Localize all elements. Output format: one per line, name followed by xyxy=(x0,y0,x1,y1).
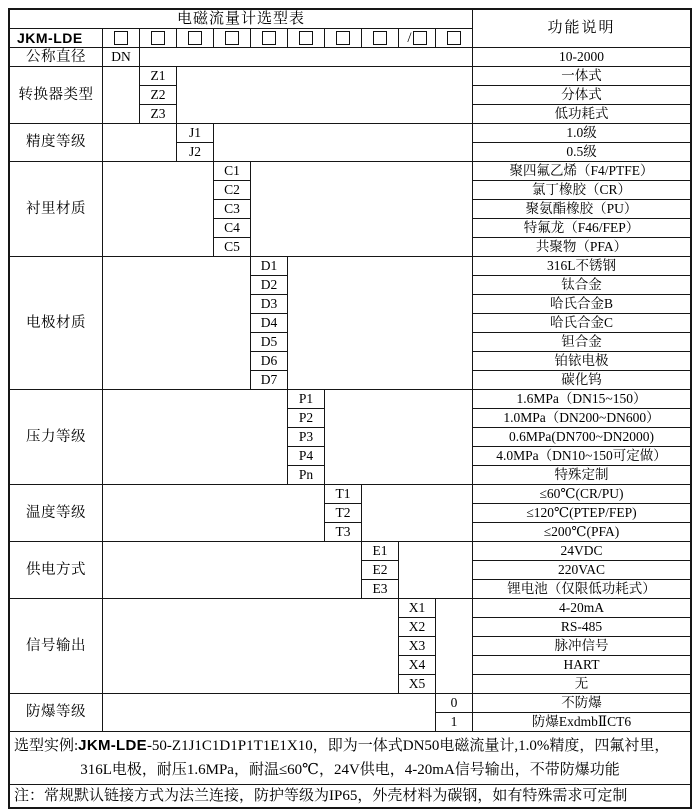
code-cell: E2 xyxy=(362,561,398,579)
code-cell: E1 xyxy=(362,542,398,560)
empty-cell xyxy=(140,48,472,66)
checkbox-icon xyxy=(299,31,313,45)
description-cell: 24VDC xyxy=(473,542,690,560)
code-cell: D7 xyxy=(251,371,287,389)
empty-cell xyxy=(103,162,213,256)
code-cell: P1 xyxy=(288,390,324,408)
example-line-1 xyxy=(14,734,686,758)
checkbox-cell xyxy=(436,29,472,47)
code-cell: T1 xyxy=(325,485,361,503)
code-cell: C4 xyxy=(214,219,250,237)
description-cell: 4.0MPa（DN10~150可定做） xyxy=(473,447,690,465)
code-cell: X5 xyxy=(399,675,435,693)
checkbox-cell xyxy=(325,29,361,47)
checkbox-icon xyxy=(262,31,276,45)
code-cell: Z3 xyxy=(140,105,176,123)
empty-cell xyxy=(214,124,472,161)
code-cell: D1 xyxy=(251,257,287,275)
description-cell: HART xyxy=(473,656,690,674)
description-cell: 1.6MPa（DN15~150） xyxy=(473,390,690,408)
description-cell: 1.0MPa（DN200~DN600） xyxy=(473,409,690,427)
checkbox-cell xyxy=(288,29,324,47)
description-cell: 聚氨酯橡胶（PU） xyxy=(473,200,690,218)
example-prefix: 选型实例: xyxy=(14,738,79,754)
description-cell: 哈氏合金B xyxy=(473,295,690,313)
code-cell: C2 xyxy=(214,181,250,199)
code-cell: 1 xyxy=(436,713,472,731)
category-label: 供电方式 xyxy=(10,542,102,598)
checkbox-icon xyxy=(336,31,350,45)
description-cell: 共聚物（PFA） xyxy=(473,238,690,256)
code-cell: DN xyxy=(103,48,139,66)
checkbox-icon xyxy=(225,31,239,45)
example-code-rest: -50-Z1J1C1D1P1T1E1X10，即为一体式DN50电磁流量计,1.0%精度，四氟衬里， xyxy=(146,738,670,754)
empty-cell xyxy=(103,257,250,389)
slash-mark: / xyxy=(407,29,412,46)
checkbox-cell xyxy=(140,29,176,47)
code-cell: D2 xyxy=(251,276,287,294)
checkbox-icon xyxy=(188,31,202,45)
description-cell: 特氟龙（F46/FEP） xyxy=(473,219,690,237)
empty-cell xyxy=(103,485,324,541)
description-cell: 脉冲信号 xyxy=(473,637,690,655)
checkbox-icon xyxy=(114,31,128,45)
model-prefix: JKM-LDE xyxy=(10,29,102,47)
description-cell: 聚四氟乙烯（F4/PTFE） xyxy=(473,162,690,180)
empty-cell xyxy=(103,67,139,123)
empty-cell xyxy=(103,599,398,693)
category-label: 信号输出 xyxy=(10,599,102,693)
description-cell: 4-20mA xyxy=(473,599,690,617)
code-cell: T2 xyxy=(325,504,361,522)
description-cell: 氯丁橡胶（CR） xyxy=(473,181,690,199)
description-cell: 锂电池（仅限低功耗式） xyxy=(473,580,690,598)
checkbox-cell xyxy=(399,29,435,47)
description-cell: RS-485 xyxy=(473,618,690,636)
description-cell: 0.5级 xyxy=(473,143,690,161)
code-cell: Z2 xyxy=(140,86,176,104)
function-description-header: 功能说明 xyxy=(473,10,690,47)
code-cell: D6 xyxy=(251,352,287,370)
code-cell: T3 xyxy=(325,523,361,541)
description-cell: 一体式 xyxy=(473,67,690,85)
checkbox-cell xyxy=(362,29,398,47)
description-cell: 钛合金 xyxy=(473,276,690,294)
code-cell: D5 xyxy=(251,333,287,351)
checkbox-cell xyxy=(214,29,250,47)
empty-cell xyxy=(399,542,472,598)
checkbox-cell xyxy=(177,29,213,47)
category-label: 公称直径 xyxy=(10,48,102,66)
empty-cell xyxy=(362,485,472,541)
code-cell: Pn xyxy=(288,466,324,484)
description-cell: 不防爆 xyxy=(473,694,690,712)
category-label: 转换器类型 xyxy=(10,67,102,123)
empty-cell xyxy=(103,542,361,598)
empty-cell xyxy=(103,124,176,161)
example-line-2: 316L电极，耐压1.6MPa，耐温≤60℃，24V供电，4-20mA信号输出，不带防爆功能 xyxy=(80,762,620,778)
checkbox-icon xyxy=(151,31,165,45)
description-cell: 无 xyxy=(473,675,690,693)
category-label: 精度等级 xyxy=(10,124,102,161)
checkbox-cell xyxy=(103,29,139,47)
example-model-code: JKM-LDE xyxy=(78,737,147,754)
table-title: 电磁流量计选型表 xyxy=(10,10,472,28)
description-cell: 低功耗式 xyxy=(473,105,690,123)
checkbox-icon xyxy=(447,31,461,45)
description-cell: 哈氏合金C xyxy=(473,314,690,332)
category-label: 压力等级 xyxy=(10,390,102,484)
code-cell: P3 xyxy=(288,428,324,446)
empty-cell xyxy=(177,67,472,123)
code-cell: E3 xyxy=(362,580,398,598)
empty-cell xyxy=(103,390,287,484)
code-cell: J2 xyxy=(177,143,213,161)
category-label: 衬里材质 xyxy=(10,162,102,256)
code-cell: P4 xyxy=(288,447,324,465)
code-cell: C1 xyxy=(214,162,250,180)
code-cell: X4 xyxy=(399,656,435,674)
description-cell: 220VAC xyxy=(473,561,690,579)
category-label: 电极材质 xyxy=(10,257,102,389)
description-cell: 0.6MPa(DN700~DN2000) xyxy=(473,428,690,446)
selection-table xyxy=(8,8,692,809)
code-cell: P2 xyxy=(288,409,324,427)
checkbox-cell xyxy=(251,29,287,47)
category-label: 温度等级 xyxy=(10,485,102,541)
description-cell: 防爆ExdmbⅡCT6 xyxy=(473,713,690,731)
description-cell: ≤60℃(CR/PU) xyxy=(473,485,690,503)
description-cell: 1.0级 xyxy=(473,124,690,142)
code-cell: Z1 xyxy=(140,67,176,85)
description-cell: 10-2000 xyxy=(473,48,690,66)
example-row xyxy=(10,732,690,784)
code-cell: X1 xyxy=(399,599,435,617)
category-label: 防爆等级 xyxy=(10,694,102,731)
empty-cell xyxy=(288,257,472,389)
code-cell: C5 xyxy=(214,238,250,256)
code-cell: X2 xyxy=(399,618,435,636)
code-cell: D3 xyxy=(251,295,287,313)
code-cell: D4 xyxy=(251,314,287,332)
code-cell: 0 xyxy=(436,694,472,712)
note-row: 注：常规默认链接方式为法兰连接，防护等级为IP65，外壳材料为碳钢，如有特殊需求可定制 xyxy=(10,785,690,807)
code-cell: J1 xyxy=(177,124,213,142)
description-cell: ≤200℃(PFA) xyxy=(473,523,690,541)
description-cell: 分体式 xyxy=(473,86,690,104)
description-cell: 铂铱电极 xyxy=(473,352,690,370)
code-cell: X3 xyxy=(399,637,435,655)
empty-cell xyxy=(251,162,472,256)
checkbox-icon xyxy=(373,31,387,45)
description-cell: 特殊定制 xyxy=(473,466,690,484)
description-cell: ≤120℃(PTEP/FEP) xyxy=(473,504,690,522)
empty-cell xyxy=(103,694,435,731)
description-cell: 钽合金 xyxy=(473,333,690,351)
description-cell: 316L不锈钢 xyxy=(473,257,690,275)
empty-cell xyxy=(325,390,472,484)
checkbox-icon xyxy=(413,31,427,45)
code-cell: C3 xyxy=(214,200,250,218)
empty-cell xyxy=(436,599,472,693)
description-cell: 碳化钨 xyxy=(473,371,690,389)
